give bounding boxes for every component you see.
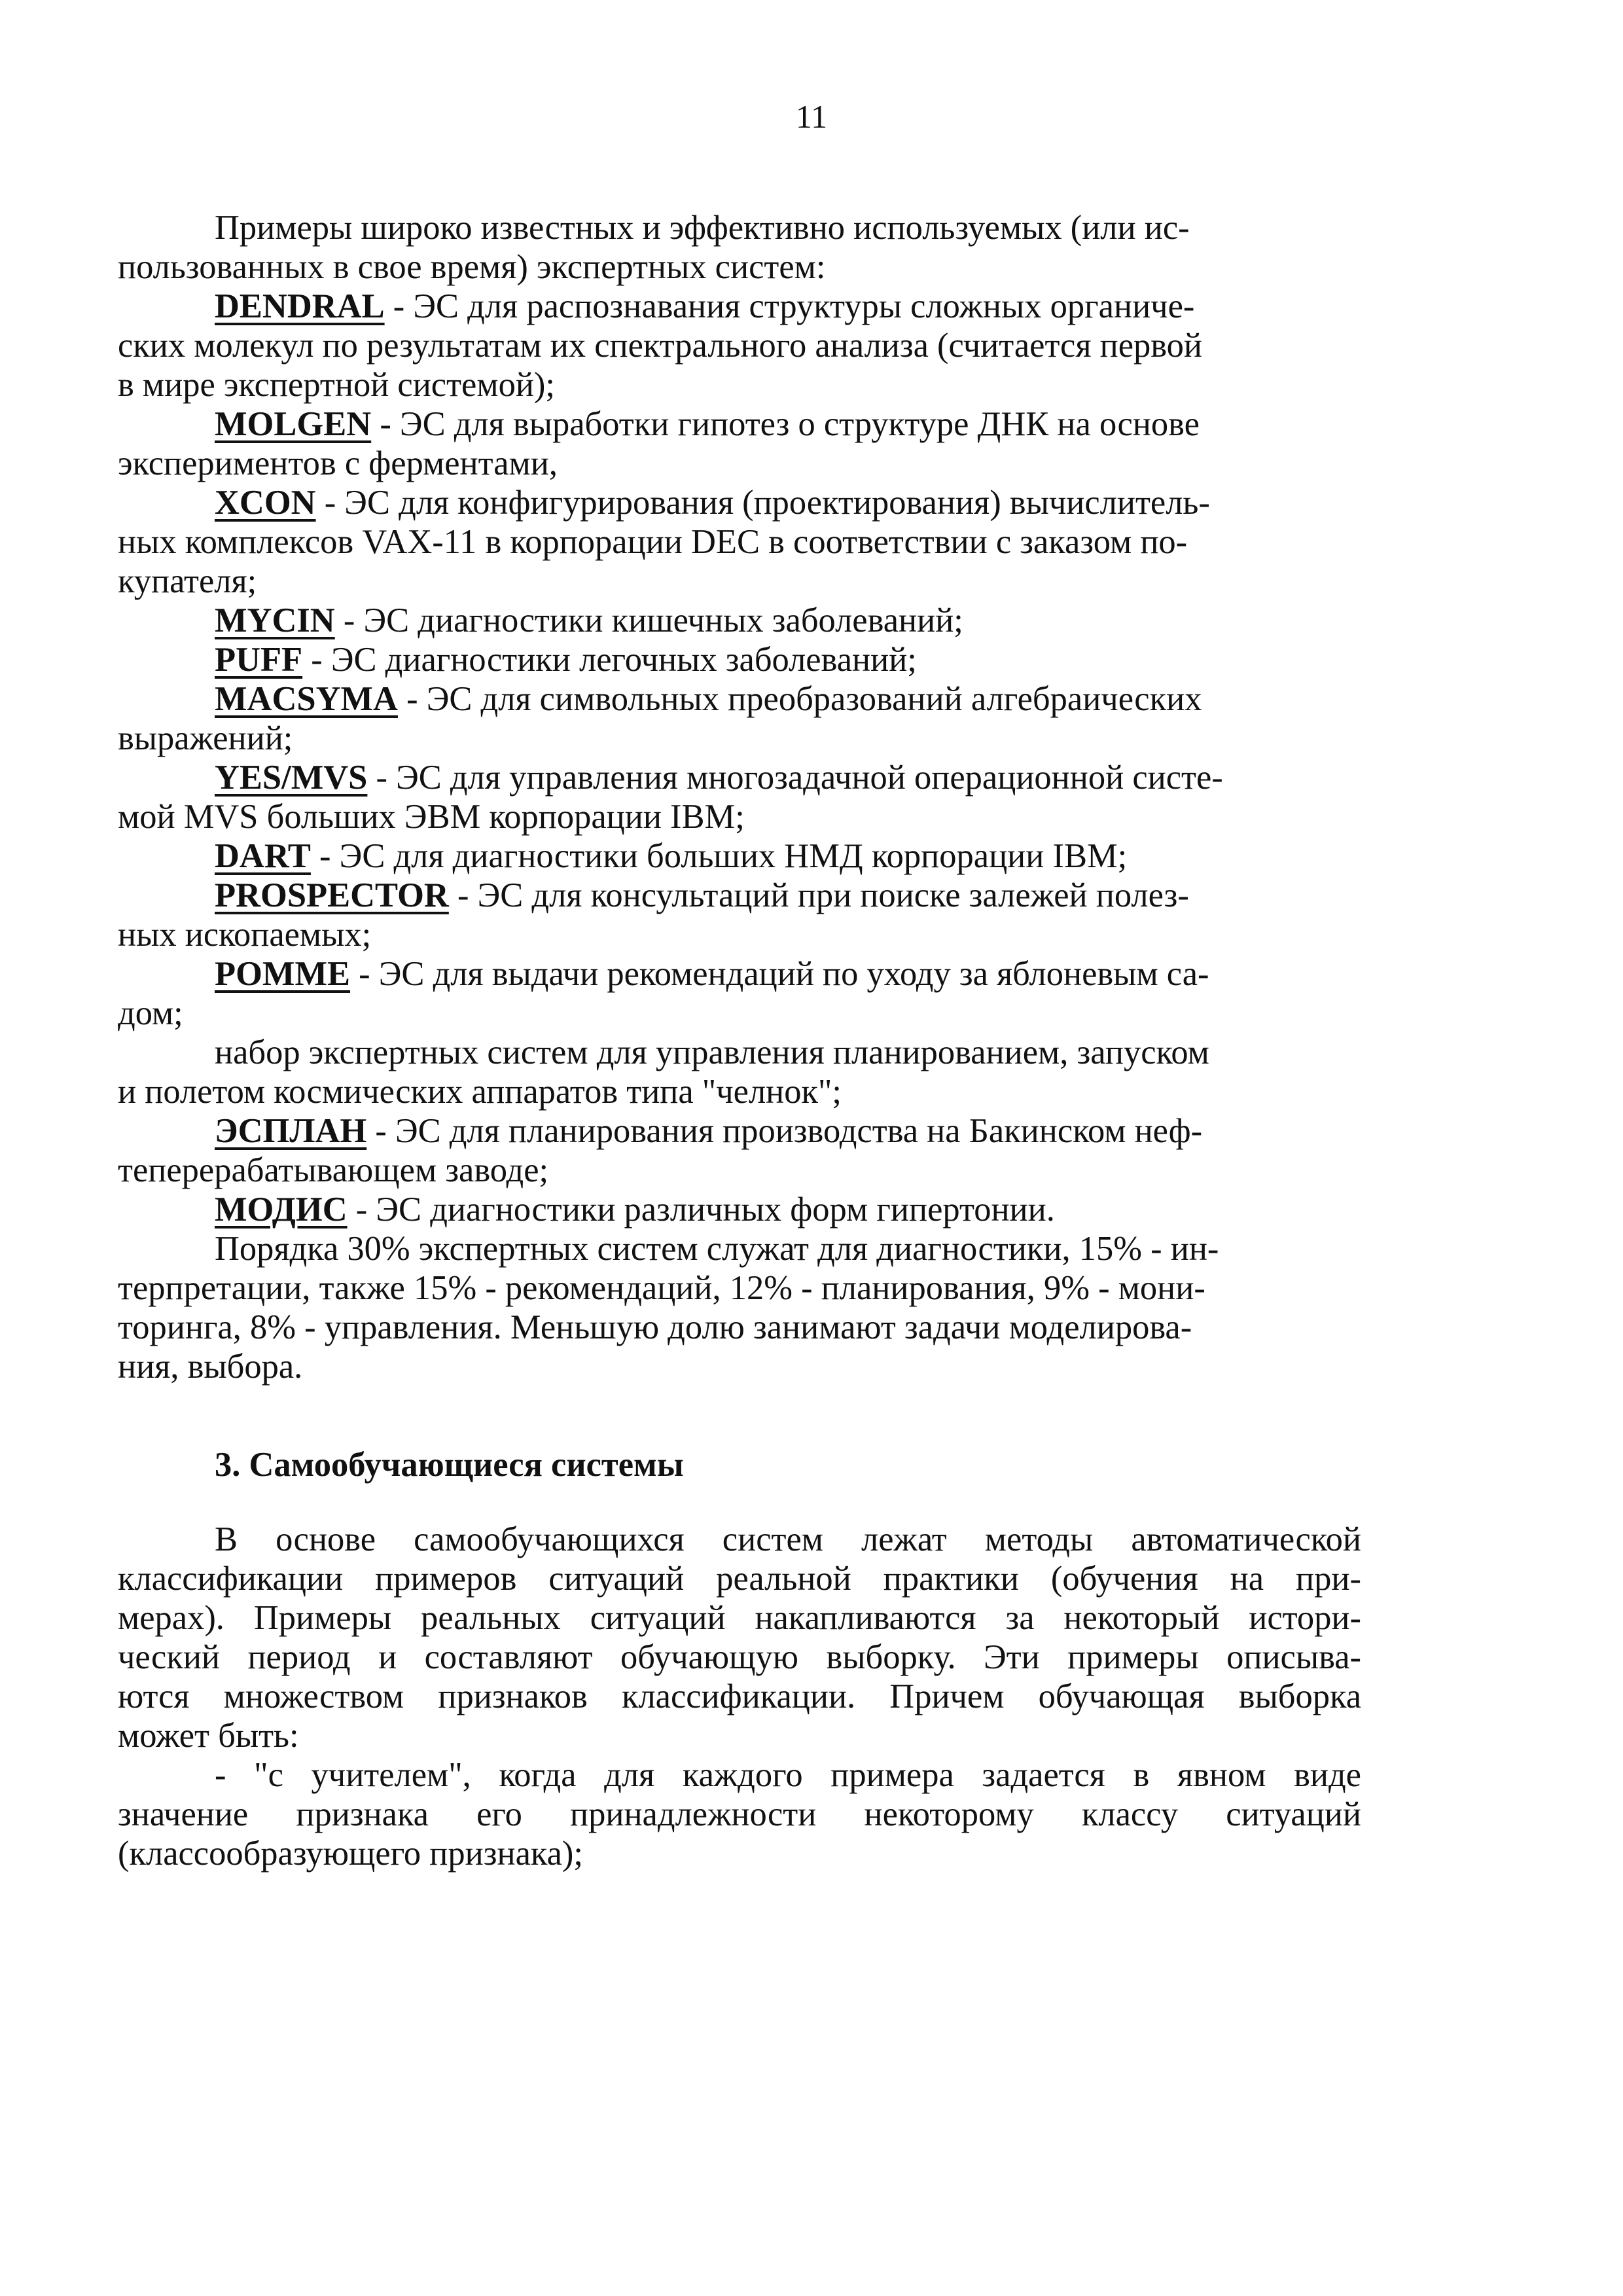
system-desc: - ЭС для диагностики больших НМД корпорации IBM; (310, 837, 1128, 875)
text-line: ских молекул по результатам их спектрального анализа (считается первой (118, 327, 1203, 365)
system-desc: - ЭС для консультаций при поиске залежей полез- (448, 876, 1189, 914)
text-line: набор экспертных систем для управления планированием, запуском (215, 1033, 1209, 1071)
system-name: ЭСПЛАН (215, 1112, 367, 1150)
system-desc: - ЭС для выработки гипотез о структуре ДНК на основе (371, 405, 1200, 443)
text-line: значение признака его принадлежности некоторому классу ситуаций (118, 1795, 1361, 1833)
system-entry-yes-mvs (215, 758, 1355, 797)
system-name: POMME (215, 955, 351, 993)
system-name: MYCIN (215, 601, 335, 639)
system-desc: - ЭС для распознавания структуры сложных органиче- (384, 287, 1195, 325)
system-entry-dart (215, 836, 1355, 876)
text-line: может быть: (118, 1717, 299, 1755)
intro-line: пользованных в свое время) экспертных систем: (118, 248, 826, 286)
text-line: (классообразующего признака); (118, 1835, 583, 1873)
system-name: MOLGEN (215, 405, 372, 443)
system-entry-mycin (215, 601, 1355, 640)
text-line: в мире экспертной системой); (118, 366, 555, 404)
system-entry-puff (215, 640, 1355, 679)
text-line: ния, выбора. (118, 1348, 303, 1386)
section-heading: 3. Самообучающиеся системы (215, 1446, 684, 1484)
system-name: PUFF (215, 641, 303, 679)
text-line: мой MVS больших ЭВМ корпорации IBM; (118, 798, 745, 836)
system-desc: - ЭС диагностики легочных заболеваний; (302, 641, 917, 679)
system-desc: - ЭС для планирования производства на Бакинском неф- (366, 1112, 1203, 1150)
system-name: DART (215, 837, 311, 875)
system-entry-xcon (215, 483, 1355, 522)
system-entry-prospector (215, 876, 1355, 915)
system-entry-esplan (215, 1111, 1355, 1151)
page-number: 11 (795, 98, 828, 135)
system-desc: - ЭС для символьных преобразований алгебраических (397, 680, 1202, 718)
system-desc: - ЭС диагностики кишечных заболеваний; (334, 601, 963, 639)
text-line: ных ископаемых; (118, 916, 372, 954)
system-entry-dendral (215, 287, 1355, 326)
system-name: DENDRAL (215, 287, 385, 325)
system-desc: - ЭС для выдачи рекомендаций по уходу за яблоневым са- (350, 955, 1209, 993)
system-desc: - ЭС для управления многозадачной операционной систе- (367, 759, 1223, 797)
text-line: экспериментов с ферментами, (118, 444, 558, 482)
text-line: терпретации, также 15% - рекомендаций, 12% - планирования, 9% - мони- (118, 1269, 1205, 1307)
text-line: классификации примеров ситуаций реальной практики (обучения на при- (118, 1560, 1361, 1598)
text-line: ных комплексов VAX-11 в корпорации DEC в соответствии с заказом по- (118, 523, 1188, 561)
text-line: ются множеством признаков классификации. Причем обучающая выборка (118, 1677, 1361, 1715)
system-name: PROSPECTOR (215, 876, 449, 914)
text-line: теперерабатывающем заводе; (118, 1151, 549, 1189)
text-line: торинга, 8% - управления. Меньшую долю занимают задачи моделирова- (118, 1308, 1192, 1346)
intro-line: Примеры широко известных и эффективно используемых (или ис- (215, 209, 1190, 247)
system-name: YES/MVS (215, 759, 368, 797)
text-line: ческий период и составляют обучающую выборку. Эти примеры описыва- (118, 1638, 1361, 1676)
system-desc: - ЭС для конфигурирования (проектирования) вычислитель- (315, 484, 1210, 522)
text-line: мерах). Примеры реальных ситуаций накапливаются за некоторый истори- (118, 1599, 1361, 1637)
text-line: и полетом космических аппаратов типа "челнок"; (118, 1073, 842, 1111)
system-name: XCON (215, 484, 316, 522)
system-name: МОДИС (215, 1191, 348, 1229)
text-line: В основе самообучающихся систем лежат методы автоматической (215, 1520, 1361, 1558)
text-line: купателя; (118, 562, 257, 600)
system-entry-modis (215, 1190, 1355, 1229)
system-name: MACSYMA (215, 680, 398, 718)
text-line: дом; (118, 994, 183, 1032)
system-entry-pomme (215, 954, 1355, 994)
text-line: Порядка 30% экспертных систем служат для диагностики, 15% - ин- (215, 1230, 1219, 1268)
system-entry-molgen (215, 404, 1355, 444)
system-entry-macsyma (215, 679, 1355, 719)
text-line: - "с учителем", когда для каждого примера задается в явном виде (215, 1756, 1361, 1794)
text-line: выражений; (118, 719, 293, 757)
system-desc: - ЭС диагностики различных форм гипертонии. (347, 1191, 1055, 1229)
